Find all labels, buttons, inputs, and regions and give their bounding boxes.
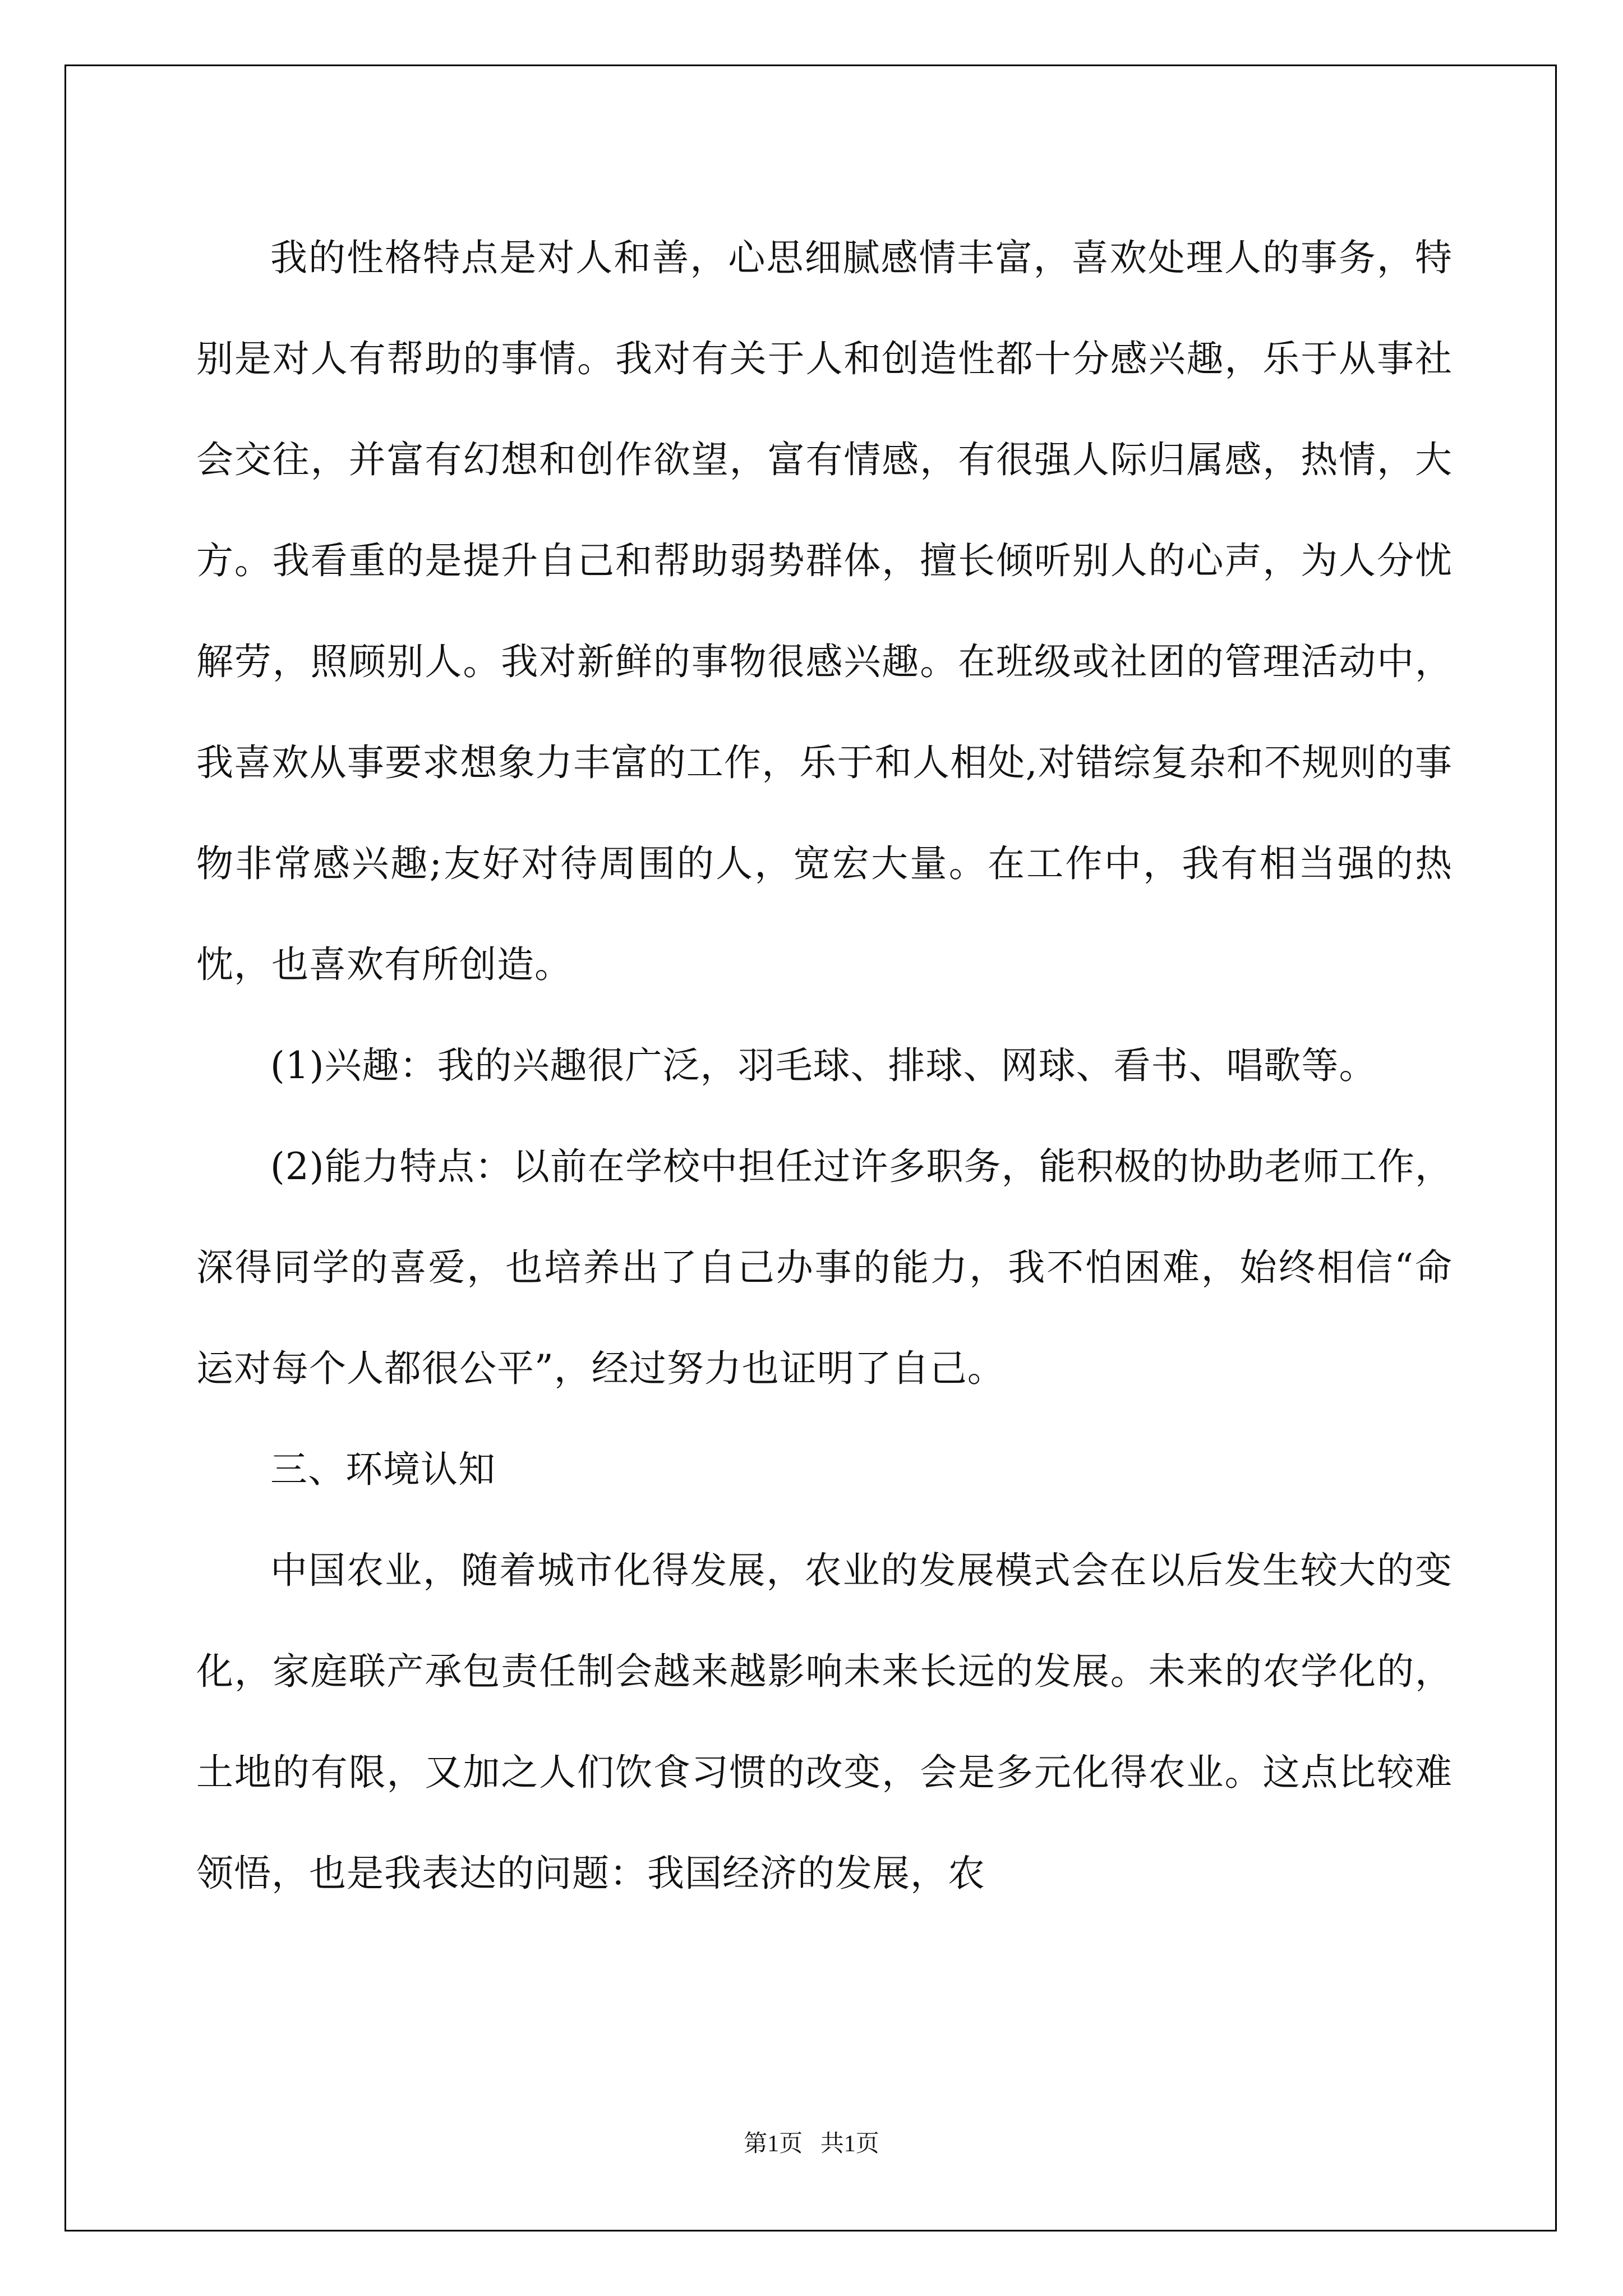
page-footer: [0, 2125, 1623, 2159]
page-total: 共1页: [820, 2131, 879, 2157]
paragraph-interests: (1)兴趣：我的兴趣很广泛，羽毛球、排球、网球、看书、唱歌等。: [270, 1044, 1377, 1087]
paragraph-environment: 中国农业，随着城市化得发展，农业的发展模式会在以后发生较大的变化，家庭联产承包责任制会越来越影响未来长远的发展。未来的农学化的，土地的有限，又加之人们饮食习惯的改变，会是多元化得农业。这点比较难领悟，也是我表达的问题：我国经济的发展，农: [196, 1549, 1453, 1895]
page-number: 第1页: [744, 2131, 803, 2157]
paragraph-personality: 我的性格特点是对人和善，心思细腻感情丰富，喜欢处理人的事务，特别是对人有帮助的事情。我对有关于人和创造性都十分感兴趣，乐于从事社会交往，并富有幻想和创作欲望，富有情感，有很强人际归属感，热情，大方。我看重的是提升自己和帮助弱势群体，擅长倾听别人的心声，为人分忧解劳，照顾别人。我对新鲜的事物很感兴趣。在班级或社团的管理活动中，我喜欢从事要求想象力丰富的工作，乐于和人相处,对错综复杂和不规则的事物非常感兴趣;友好对待周围的人，宽宏大量。在工作中，我有相当强的热忱，也喜欢有所创造。: [196, 236, 1453, 986]
section-heading: 三、环境认知: [270, 1448, 496, 1491]
paragraph-abilities: (2)能力特点：以前在学校中担任过许多职务，能积极的协助老师工作，深得同学的喜爱，也培养出了自己办事的能力，我不怕困难，始终相信“命运对每个人都很公平”，经过努力也证明了自己。: [196, 1145, 1453, 1390]
document-body: [196, 208, 1453, 1924]
